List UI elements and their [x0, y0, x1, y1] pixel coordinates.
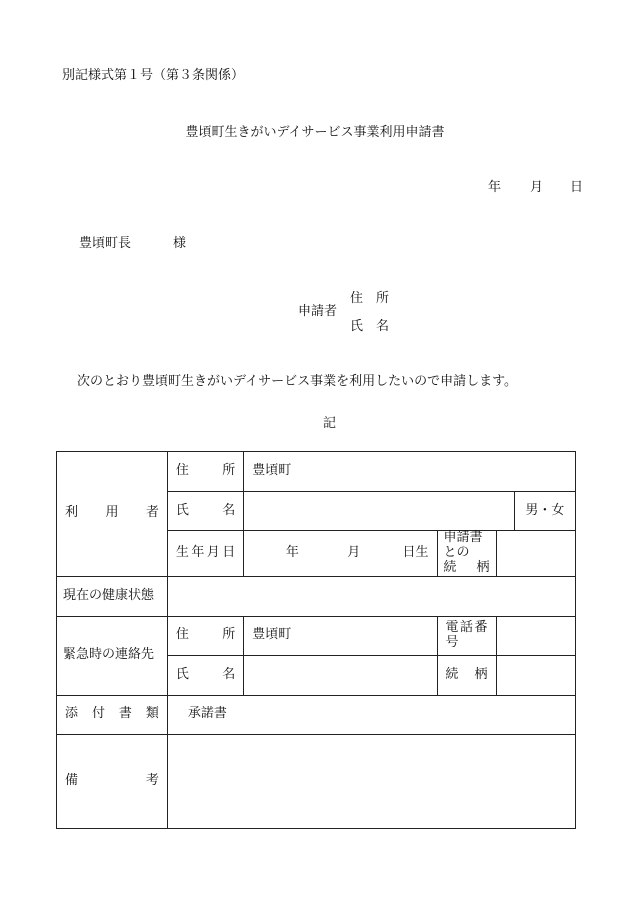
applicant-name-label: 氏 名 [350, 319, 390, 334]
emergency-relation-field[interactable] [496, 655, 575, 695]
attachments-field[interactable]: 承諾書 [167, 695, 575, 734]
addressee-name: 豊頃町長 [79, 236, 132, 251]
document-title: 豊頃町生きがいデイサービス事業利用申請書 [185, 125, 445, 140]
user-address-label: 住所 [167, 452, 243, 492]
dob-month: 月 [347, 544, 361, 560]
dob-label: 生年月日 [167, 531, 243, 577]
ki-heading: 記 [323, 416, 337, 431]
date-month-label: 月 [530, 180, 544, 195]
applicant-address-label: 住 所 [350, 291, 390, 306]
addressee-honorific: 様 [173, 236, 187, 251]
date-year-label: 年 [488, 180, 502, 195]
addressee [79, 236, 187, 251]
relation-label-line1: 申請書との [443, 530, 483, 560]
emergency-name-field[interactable] [244, 655, 437, 695]
form-number: 別記様式第１号（第３条関係） [62, 68, 245, 83]
user-name-label: 氏名 [167, 492, 243, 531]
emergency-name-label: 氏名 [167, 655, 243, 695]
date-day-label: 日 [570, 180, 584, 195]
application-form-table [56, 451, 576, 829]
phone-label: 電話番号 [437, 616, 496, 655]
dob-field[interactable] [244, 531, 437, 577]
application-statement: 次のとおり豊頃町生きがいデイサービス事業を利用したいので申請します。 [77, 374, 518, 389]
dob-year: 年 [285, 544, 299, 560]
attachments-label: 添付書類 [57, 695, 168, 734]
relation-field[interactable] [496, 531, 575, 577]
user-address-field[interactable]: 豊頃町 [244, 452, 576, 492]
sex-selector[interactable]: 男・女 [514, 492, 575, 531]
remarks-label: 備考 [57, 734, 168, 828]
health-field[interactable] [167, 576, 575, 616]
health-label: 現在の健康状態 [57, 576, 168, 616]
emergency-relation-label: 続柄 [437, 655, 496, 695]
emergency-contact-label: 緊急時の連絡先 [57, 616, 168, 695]
emergency-address-field[interactable]: 豊頃町 [244, 616, 437, 655]
applicant-label: 申請者 [298, 304, 338, 319]
user-label: 利用者 [57, 452, 168, 577]
relation-label-line2: 続柄 [443, 559, 490, 575]
phone-field[interactable] [496, 616, 575, 655]
dob-day-suffix: 日生 [402, 544, 429, 560]
emergency-address-label: 住所 [167, 616, 243, 655]
relation-label [437, 531, 496, 577]
remarks-field[interactable] [167, 734, 575, 828]
user-name-field[interactable] [244, 492, 515, 531]
